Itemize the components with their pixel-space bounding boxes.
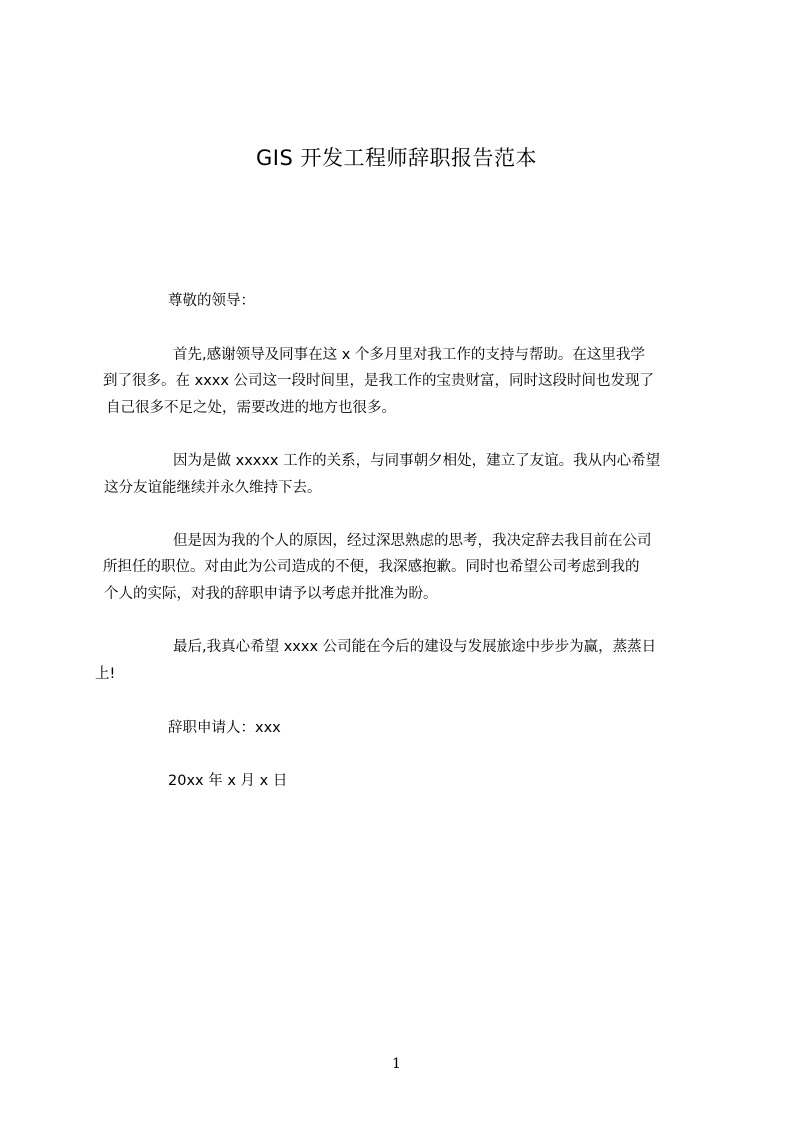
paragraph-line: 首先,感谢领导及同事在这 x 个多月里对我工作的支持与帮助。在这里我学 bbox=[173, 347, 645, 363]
paragraph-line: 因为是做 xxxxx 工作的关系，与同事朝夕相处，建立了友谊。我从内心希望 bbox=[173, 453, 661, 469]
signature: 辞职申请人：xxx bbox=[168, 720, 281, 736]
paragraph-line: 到了很多。在 xxxx 公司这一段时间里，是我工作的宝贵财富，同时这段时间也发现了 bbox=[103, 373, 655, 389]
paragraph-line: 所担任的职位。对由此为公司造成的不便，我深感抱歉。同时也希望公司考虑到我的 bbox=[103, 559, 640, 575]
page-number: 1 bbox=[392, 1056, 401, 1072]
date: 20xx 年 x 月 x 日 bbox=[168, 773, 288, 789]
paragraph-line: 上! bbox=[95, 666, 116, 682]
greeting: 尊敬的领导： bbox=[168, 293, 255, 309]
paragraph-line: 最后,我真心希望 xxxx 公司能在今后的建设与发展旅途中步步为赢，蒸蒸日 bbox=[173, 639, 657, 655]
paragraph-line: 个人的实际，对我的辞职申请予以考虑并批准为盼。 bbox=[104, 586, 438, 602]
paragraph-line: 但是因为我的个人的原因，经过深思熟虑的思考，我决定辞去我目前在公司 bbox=[173, 533, 652, 549]
document-title: GIS 开发工程师辞职报告范本 bbox=[256, 146, 537, 170]
paragraph-line: 这分友谊能继续并永久维持下去。 bbox=[104, 480, 322, 496]
paragraph-line: 自己很多不足之处，需要改进的地方也很多。 bbox=[106, 400, 396, 416]
